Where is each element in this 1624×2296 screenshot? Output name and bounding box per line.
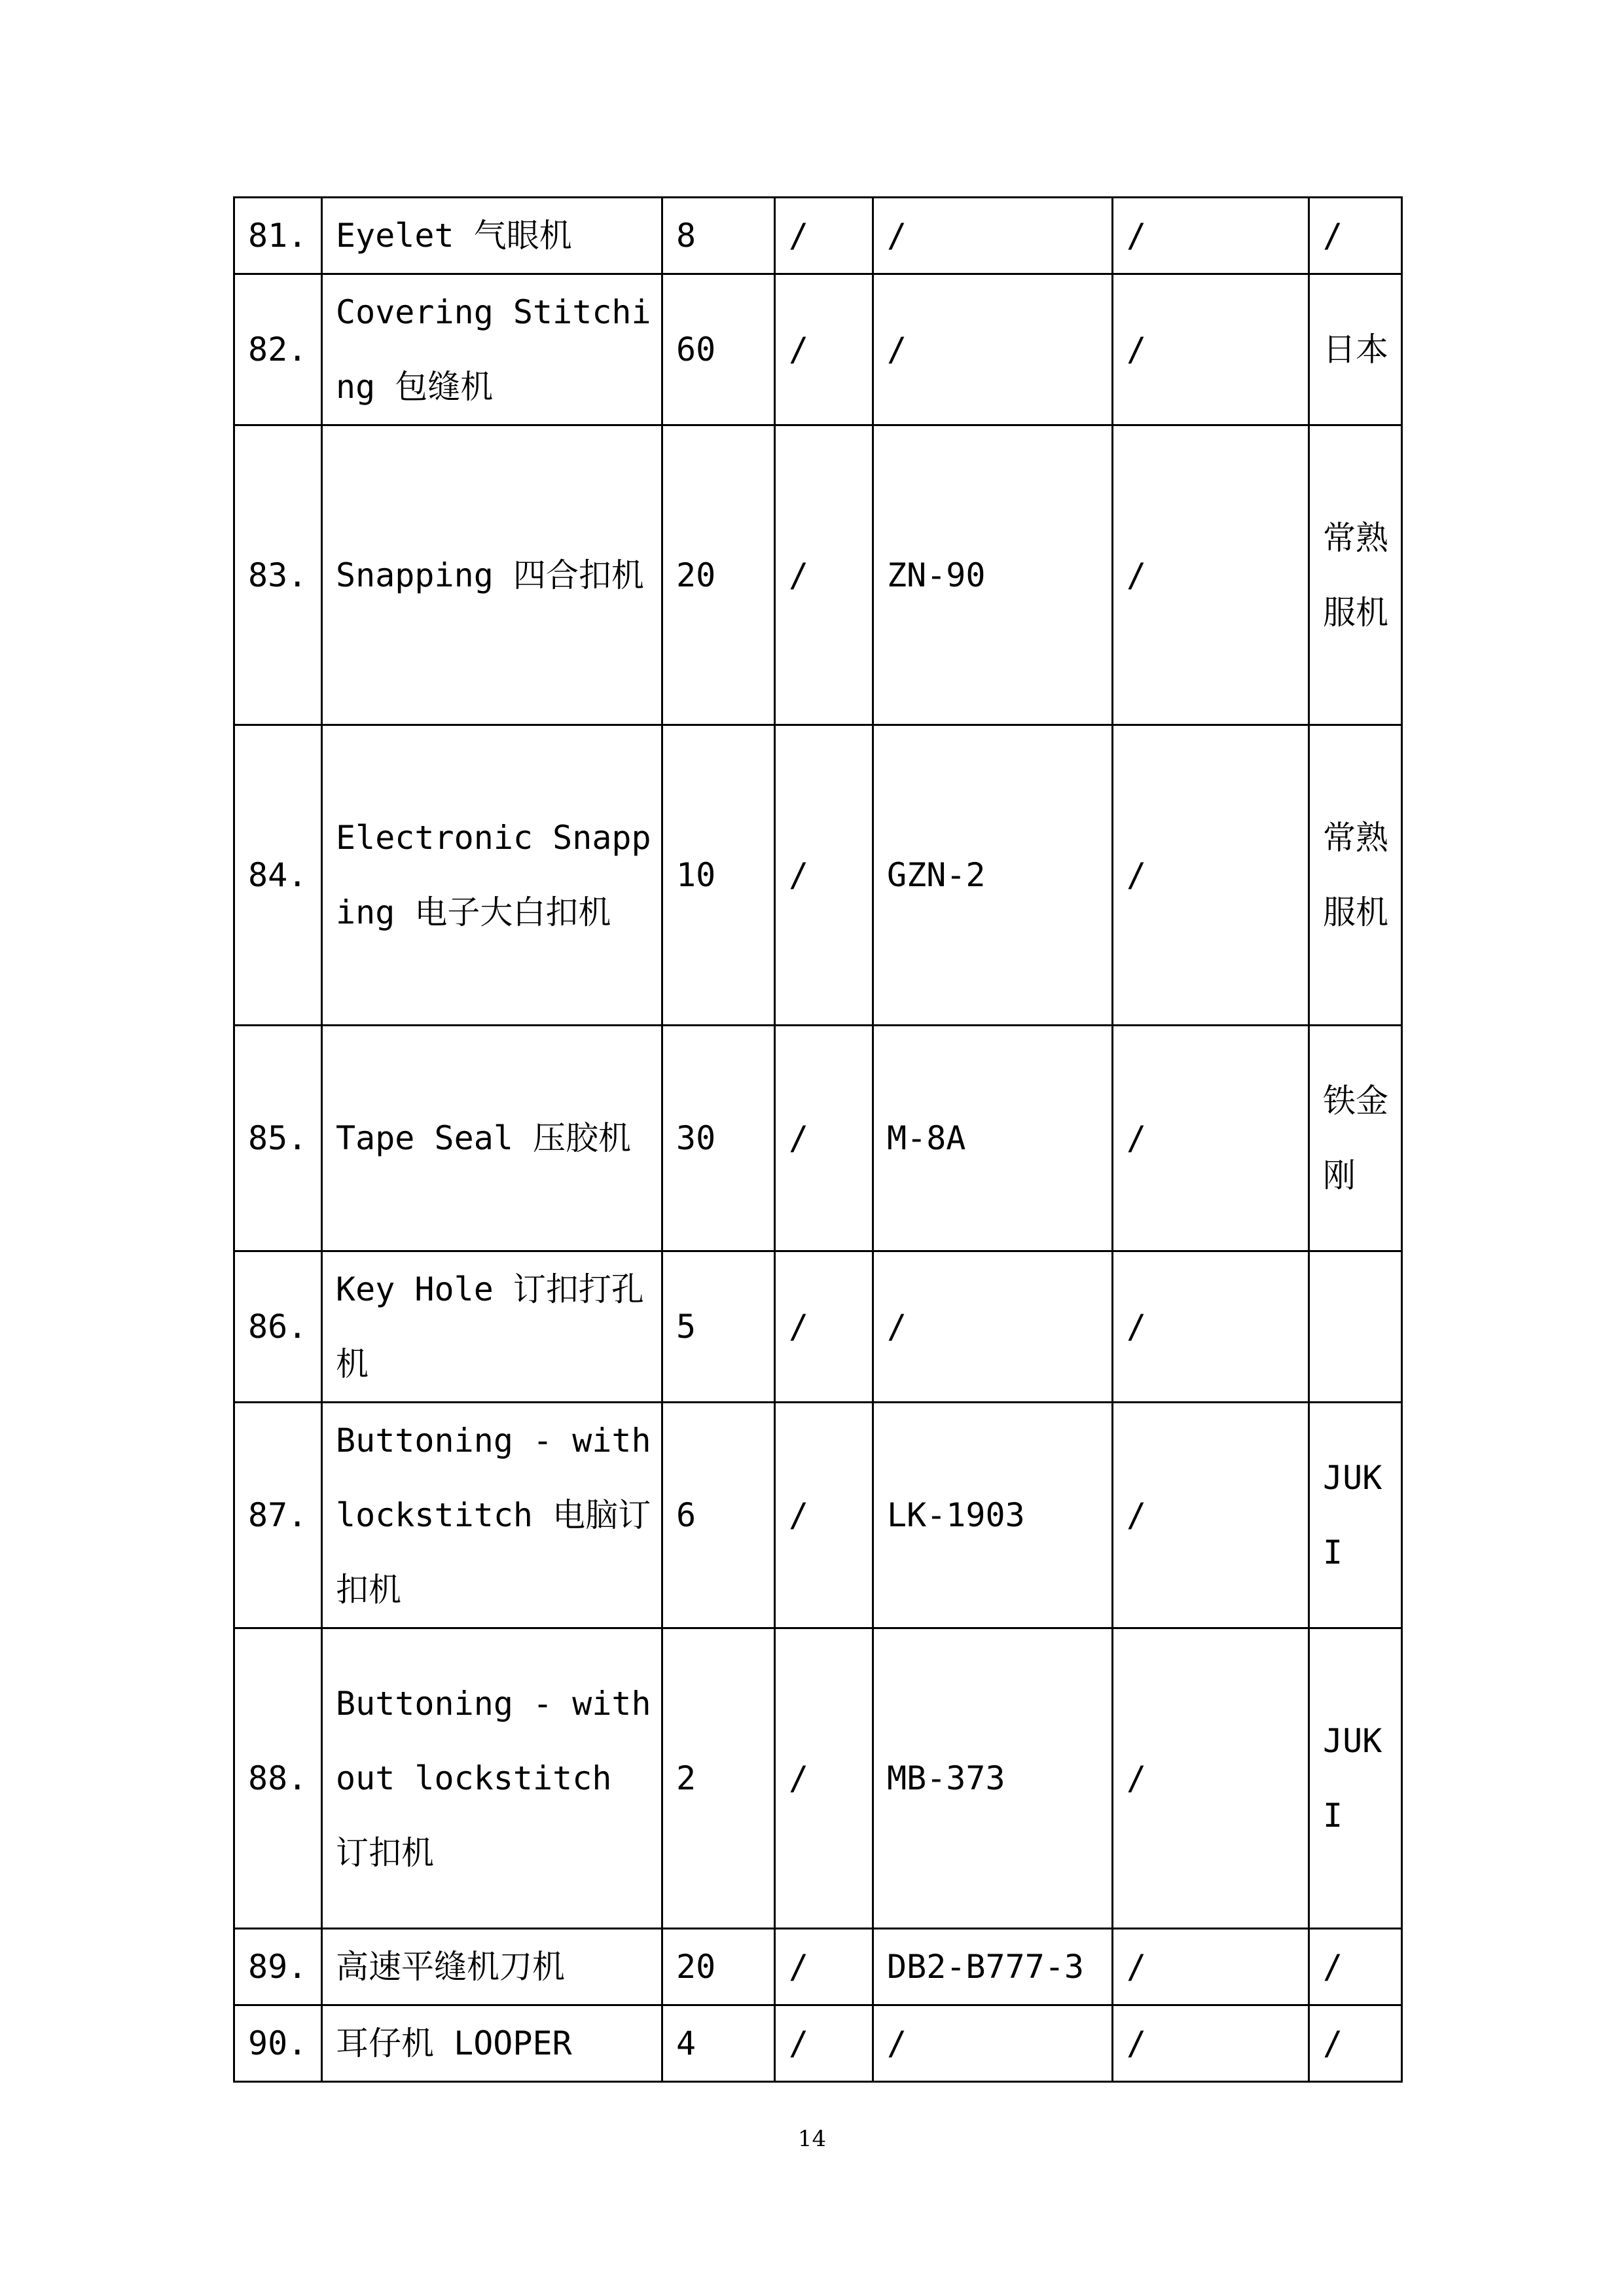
equipment-name: Buttoning - with lockstitch 电脑订扣机 bbox=[322, 1403, 662, 1628]
manufacturer: 常熟服机 bbox=[1309, 425, 1402, 725]
column-4-value: / bbox=[775, 1628, 873, 1929]
model-number: MB-373 bbox=[873, 1628, 1113, 1929]
column-4-value: / bbox=[775, 425, 873, 725]
manufacturer bbox=[1309, 1251, 1402, 1403]
table-row bbox=[234, 274, 1402, 425]
table-row bbox=[234, 1026, 1402, 1251]
manufacturer: JUKI bbox=[1309, 1628, 1402, 1929]
model-number: M-8A bbox=[873, 1026, 1113, 1251]
column-6-value: / bbox=[1113, 1628, 1309, 1929]
quantity: 2 bbox=[662, 1628, 775, 1929]
column-6-value: / bbox=[1113, 274, 1309, 425]
manufacturer: / bbox=[1309, 198, 1402, 274]
quantity: 20 bbox=[662, 1929, 775, 2005]
equipment-name: Buttoning - without lockstitch 订扣机 bbox=[322, 1628, 662, 1929]
model-number: / bbox=[873, 1251, 1113, 1403]
quantity: 8 bbox=[662, 198, 775, 274]
manufacturer: JUKI bbox=[1309, 1403, 1402, 1628]
equipment-name: Electronic Snapping 电子大白扣机 bbox=[322, 725, 662, 1026]
model-number: / bbox=[873, 2005, 1113, 2082]
column-4-value: / bbox=[775, 725, 873, 1026]
column-6-value: / bbox=[1113, 725, 1309, 1026]
table-row bbox=[234, 1403, 1402, 1628]
equipment-name: 耳仔机 LOOPER bbox=[322, 2005, 662, 2082]
row-number: 90. bbox=[234, 2005, 322, 2082]
column-6-value: / bbox=[1113, 425, 1309, 725]
column-6-value: / bbox=[1113, 2005, 1309, 2082]
model-number: GZN-2 bbox=[873, 725, 1113, 1026]
table-row bbox=[234, 1628, 1402, 1929]
manufacturer: / bbox=[1309, 1929, 1402, 2005]
row-number: 84. bbox=[234, 725, 322, 1026]
column-4-value: / bbox=[775, 1929, 873, 2005]
column-4-value: / bbox=[775, 1403, 873, 1628]
equipment-name: Snapping 四合扣机 bbox=[322, 425, 662, 725]
column-6-value: / bbox=[1113, 1251, 1309, 1403]
model-number: ZN-90 bbox=[873, 425, 1113, 725]
table-row bbox=[234, 725, 1402, 1026]
table-row bbox=[234, 1251, 1402, 1403]
quantity: 10 bbox=[662, 725, 775, 1026]
table-row bbox=[234, 1929, 1402, 2005]
manufacturer: / bbox=[1309, 2005, 1402, 2082]
column-4-value: / bbox=[775, 274, 873, 425]
column-6-value: / bbox=[1113, 198, 1309, 274]
equipment-name: Key Hole 订扣打孔机 bbox=[322, 1251, 662, 1403]
column-4-value: / bbox=[775, 1251, 873, 1403]
row-number: 83. bbox=[234, 425, 322, 725]
table-row bbox=[234, 425, 1402, 725]
row-number: 87. bbox=[234, 1403, 322, 1628]
manufacturer: 日本 bbox=[1309, 274, 1402, 425]
quantity: 30 bbox=[662, 1026, 775, 1251]
quantity: 4 bbox=[662, 2005, 775, 2082]
column-6-value: / bbox=[1113, 1026, 1309, 1251]
model-number: DB2-B777-3 bbox=[873, 1929, 1113, 2005]
equipment-table bbox=[233, 196, 1403, 2083]
quantity: 5 bbox=[662, 1251, 775, 1403]
quantity: 20 bbox=[662, 425, 775, 725]
quantity: 60 bbox=[662, 274, 775, 425]
column-4-value: / bbox=[775, 198, 873, 274]
page-number: 14 bbox=[797, 2126, 827, 2152]
row-number: 82. bbox=[234, 274, 322, 425]
row-number: 88. bbox=[234, 1628, 322, 1929]
table-row bbox=[234, 2005, 1402, 2082]
model-number: LK-1903 bbox=[873, 1403, 1113, 1628]
quantity: 6 bbox=[662, 1403, 775, 1628]
column-4-value: / bbox=[775, 2005, 873, 2082]
model-number: / bbox=[873, 274, 1113, 425]
table-row bbox=[234, 198, 1402, 274]
row-number: 81. bbox=[234, 198, 322, 274]
column-6-value: / bbox=[1113, 1403, 1309, 1628]
row-number: 85. bbox=[234, 1026, 322, 1251]
manufacturer: 铁金刚 bbox=[1309, 1026, 1402, 1251]
manufacturer: 常熟服机 bbox=[1309, 725, 1402, 1026]
column-6-value: / bbox=[1113, 1929, 1309, 2005]
model-number: / bbox=[873, 198, 1113, 274]
equipment-name: Tape Seal 压胶机 bbox=[322, 1026, 662, 1251]
column-4-value: / bbox=[775, 1026, 873, 1251]
row-number: 86. bbox=[234, 1251, 322, 1403]
equipment-name: Eyelet 气眼机 bbox=[322, 198, 662, 274]
equipment-name: 高速平缝机刀机 bbox=[322, 1929, 662, 2005]
row-number: 89. bbox=[234, 1929, 322, 2005]
equipment-name: Covering Stitching 包缝机 bbox=[322, 274, 662, 425]
